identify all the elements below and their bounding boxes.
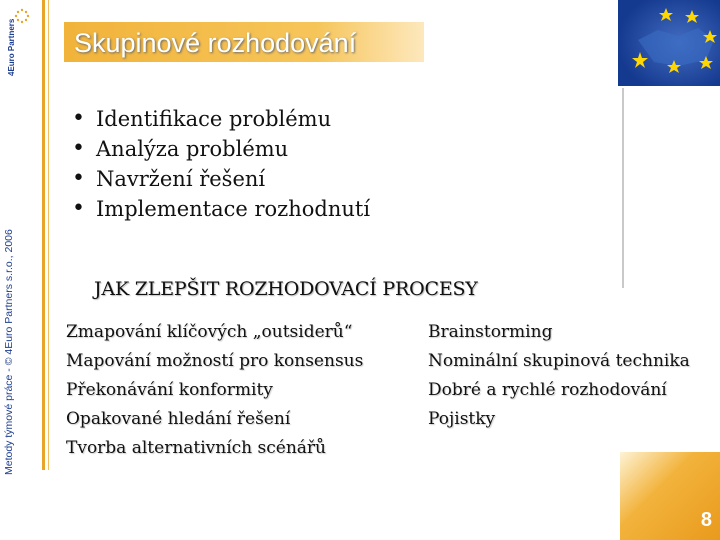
- bullet-dot: •: [72, 166, 85, 191]
- bullet-dot: •: [72, 106, 85, 131]
- list-item: Tvorba alternativních scénářů: [66, 438, 326, 458]
- list-item: [72, 104, 370, 134]
- side-copyright: [3, 461, 403, 475]
- list-item: Dobré a rychlé rozhodování: [428, 380, 667, 400]
- bullet-text: Identifikace problému: [96, 107, 332, 131]
- list-item: [72, 164, 370, 194]
- list-item: Zmapování klíčových „outsiderů“: [66, 322, 353, 342]
- corner-decoration: [620, 452, 720, 540]
- sidebar-divider-thin: [48, 0, 49, 470]
- section-heading: JAK ZLEPŠIT ROZHODOVACÍ PROCESY: [94, 278, 478, 300]
- list-item: Opakované hledání řešení: [66, 409, 291, 429]
- slide-title: Skupinové rozhodování: [74, 28, 357, 58]
- list-item: Překonávání konformity: [66, 380, 273, 400]
- eu-stars-image: [618, 0, 720, 86]
- list-item: Mapování možností pro konsensus: [66, 351, 364, 371]
- logo-icon: [4, 6, 38, 78]
- bullet-list: [72, 104, 370, 224]
- bullet-dot: •: [72, 196, 85, 221]
- list-item: [72, 134, 370, 164]
- list-item: Nominální skupinová technika: [428, 351, 690, 371]
- list-item: [72, 194, 370, 224]
- list-item: Pojistky: [428, 409, 496, 429]
- bullet-text: Implementace rozhodnutí: [96, 197, 371, 221]
- right-column: [428, 318, 690, 434]
- bullet-dot: •: [72, 136, 85, 161]
- logo-text: 4Euro Partners: [7, 18, 16, 76]
- left-column: [66, 318, 363, 463]
- list-item: Brainstorming: [428, 322, 553, 342]
- right-divider: [622, 88, 624, 288]
- page-number: 8: [700, 509, 712, 531]
- bullet-text: Navržení řešení: [96, 167, 266, 191]
- sidebar-divider: [42, 0, 45, 470]
- bullet-text: Analýza problému: [96, 137, 289, 161]
